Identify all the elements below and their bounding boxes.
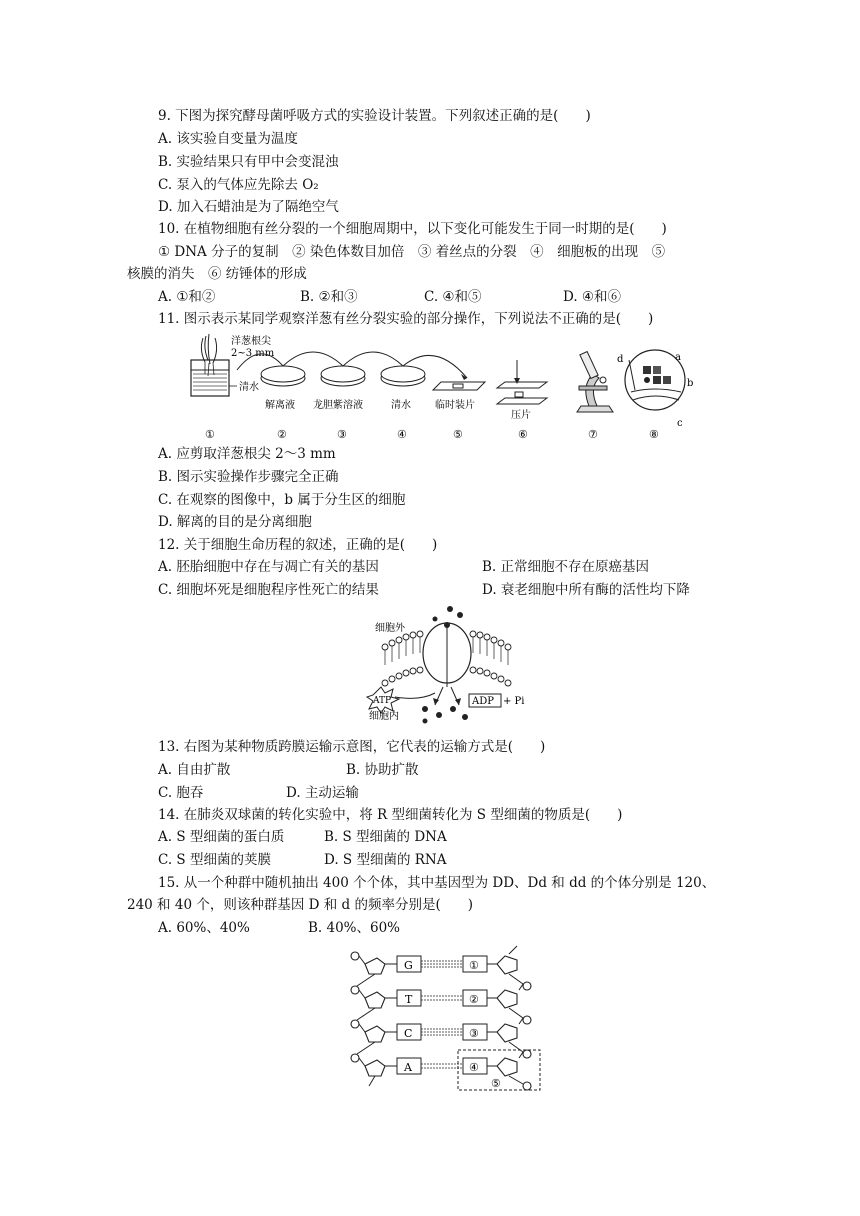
cell-label-b: b <box>687 378 694 389</box>
q10-option-a: A. ①和② <box>158 289 216 305</box>
root-tip-label: 洋葱根尖 <box>231 336 271 347</box>
q12-stem: 12. 关于细胞生命历程的叙述，正确的是( ) <box>158 537 438 553</box>
q14-stem: 14. 在肺炎双球菌的转化实验中，将 R 型细菌转化为 S 型细菌的物质是( ) <box>158 807 623 823</box>
q10-stem: 10. 在植物细胞有丝分裂的一个细胞周期中，以下变化可能发生于同一时期的是( ) <box>158 221 667 237</box>
q10-option-c: C. ④和⑤ <box>424 289 482 305</box>
beaker-water-label: 清水 <box>239 382 259 393</box>
q13-stem: 13. 右图为某种物质跨膜运输示意图，它代表的运输方式是( ) <box>158 739 546 755</box>
q15-option-a: A. 60%、40% <box>158 920 250 936</box>
q14-option-d: D. S 型细菌的 RNA <box>324 852 447 868</box>
right-label-4: ④ <box>469 1061 479 1074</box>
right-label-2: ② <box>469 993 479 1006</box>
q11-stem: 11. 图示表示某同学观察洋葱有丝分裂实验的部分操作，下列说法不正确的是( ) <box>158 311 654 327</box>
step-number: ② <box>277 428 287 441</box>
dna-structure-figure <box>345 942 545 1092</box>
cell-label-c: c <box>677 418 683 429</box>
step-label-slide: 临时装片 <box>435 400 475 411</box>
step-label-press: 压片 <box>511 410 531 421</box>
cell-label-a: a <box>675 352 681 363</box>
q12-option-c: C. 细胞坏死是细胞程序性死亡的结果 <box>158 582 379 598</box>
base-a: A <box>404 1061 412 1074</box>
base-g: G <box>404 959 413 972</box>
q11-option-a: A. 应剪取洋葱根尖 2～3 mm <box>158 446 336 462</box>
q11-option-b: B. 图示实验操作步骤完全正确 <box>158 469 339 485</box>
step-number: ⑤ <box>453 428 463 441</box>
q9-stem: 9. 下图为探究酵母菌呼吸方式的实验设计装置。下列叙述正确的是( ) <box>158 108 591 124</box>
q9-option-c: C. 泵入的气体应先除去 O₂ <box>158 177 319 193</box>
q12-option-b: B. 正常细胞不存在原癌基因 <box>482 559 650 575</box>
onion-mitosis-procedure-figure <box>185 330 705 445</box>
q9-option-a: A. 该实验自变量为温度 <box>158 131 298 147</box>
step-number: ⑦ <box>588 428 598 441</box>
q10-items-line2: 核膜的消失 ⑥ 纺锤体的形成 <box>127 266 307 282</box>
q15-option-b: B. 40%、60% <box>308 920 401 936</box>
step-number: ① <box>205 428 215 441</box>
q14-option-b: B. S 型细菌的 DNA <box>324 829 447 845</box>
step-label-water: 清水 <box>391 400 411 411</box>
q15-stem-line1: 15. 从一个种群中随机抽出 400 个个体，其中基因型为 DD、Dd 和 dd 的个体分别是 120、 <box>158 875 716 891</box>
cell-label-d: d <box>617 354 624 365</box>
base-t: T <box>405 993 413 1006</box>
membrane-transport-figure <box>365 605 525 725</box>
q14-option-a: A. S 型细菌的蛋白质 <box>158 829 285 845</box>
right-label-3: ③ <box>469 1027 479 1040</box>
q12-option-d: D. 衰老细胞中所有酶的活性均下降 <box>482 582 690 598</box>
step-number: ⑥ <box>518 428 528 441</box>
q9-option-b: B. 实验结果只有甲中会变混浊 <box>158 154 339 170</box>
q13-option-c: C. 胞吞 <box>158 785 204 801</box>
q14-option-c: C. S 型细菌的荚膜 <box>158 852 271 868</box>
outside-cell-label: 细胞外 <box>375 623 405 634</box>
q15-stem-line2: 240 和 40 个，则该种群基因 D 和 d 的频率分别是( ) <box>127 897 473 913</box>
q10-option-b: B. ②和③ <box>300 289 358 305</box>
q13-option-a: A. 自由扩散 <box>158 762 231 778</box>
q10-items-line1: ① DNA 分子的复制 ② 染色体数目加倍 ③ 着丝点的分裂 ④ 细胞板的出现 ⑤ <box>158 244 666 260</box>
nucleotide-box-label: ⑤ <box>491 1077 501 1090</box>
q13-option-d: D. 主动运输 <box>286 785 359 801</box>
adp-label: ADP <box>472 696 494 707</box>
step-number: ④ <box>397 428 407 441</box>
q12-option-a: A. 胚胎细胞中存在与凋亡有关的基因 <box>158 559 379 575</box>
pi-label: + Pi <box>503 696 525 707</box>
root-length-label: 2~3 mm <box>231 348 275 359</box>
step-number: ⑧ <box>649 428 659 441</box>
q13-option-b: B. 协助扩散 <box>346 762 419 778</box>
atp-label: ATP <box>373 696 392 706</box>
q10-option-d: D. ④和⑥ <box>563 289 622 305</box>
step-label-stain: 龙胆紫溶液 <box>313 400 363 411</box>
step-number: ③ <box>337 428 347 441</box>
inside-cell-label: 细胞内 <box>369 711 399 722</box>
right-label-1: ① <box>469 959 479 972</box>
step-label-dissociation: 解离液 <box>265 400 295 411</box>
q11-option-d: D. 解离的目的是分离细胞 <box>158 514 312 530</box>
base-c: C <box>404 1027 413 1040</box>
microscope-icon <box>577 352 613 412</box>
q11-option-c: C. 在观察的图像中，b 属于分生区的细胞 <box>158 492 406 508</box>
q9-option-d: D. 加入石蜡油是为了隔绝空气 <box>158 199 339 215</box>
